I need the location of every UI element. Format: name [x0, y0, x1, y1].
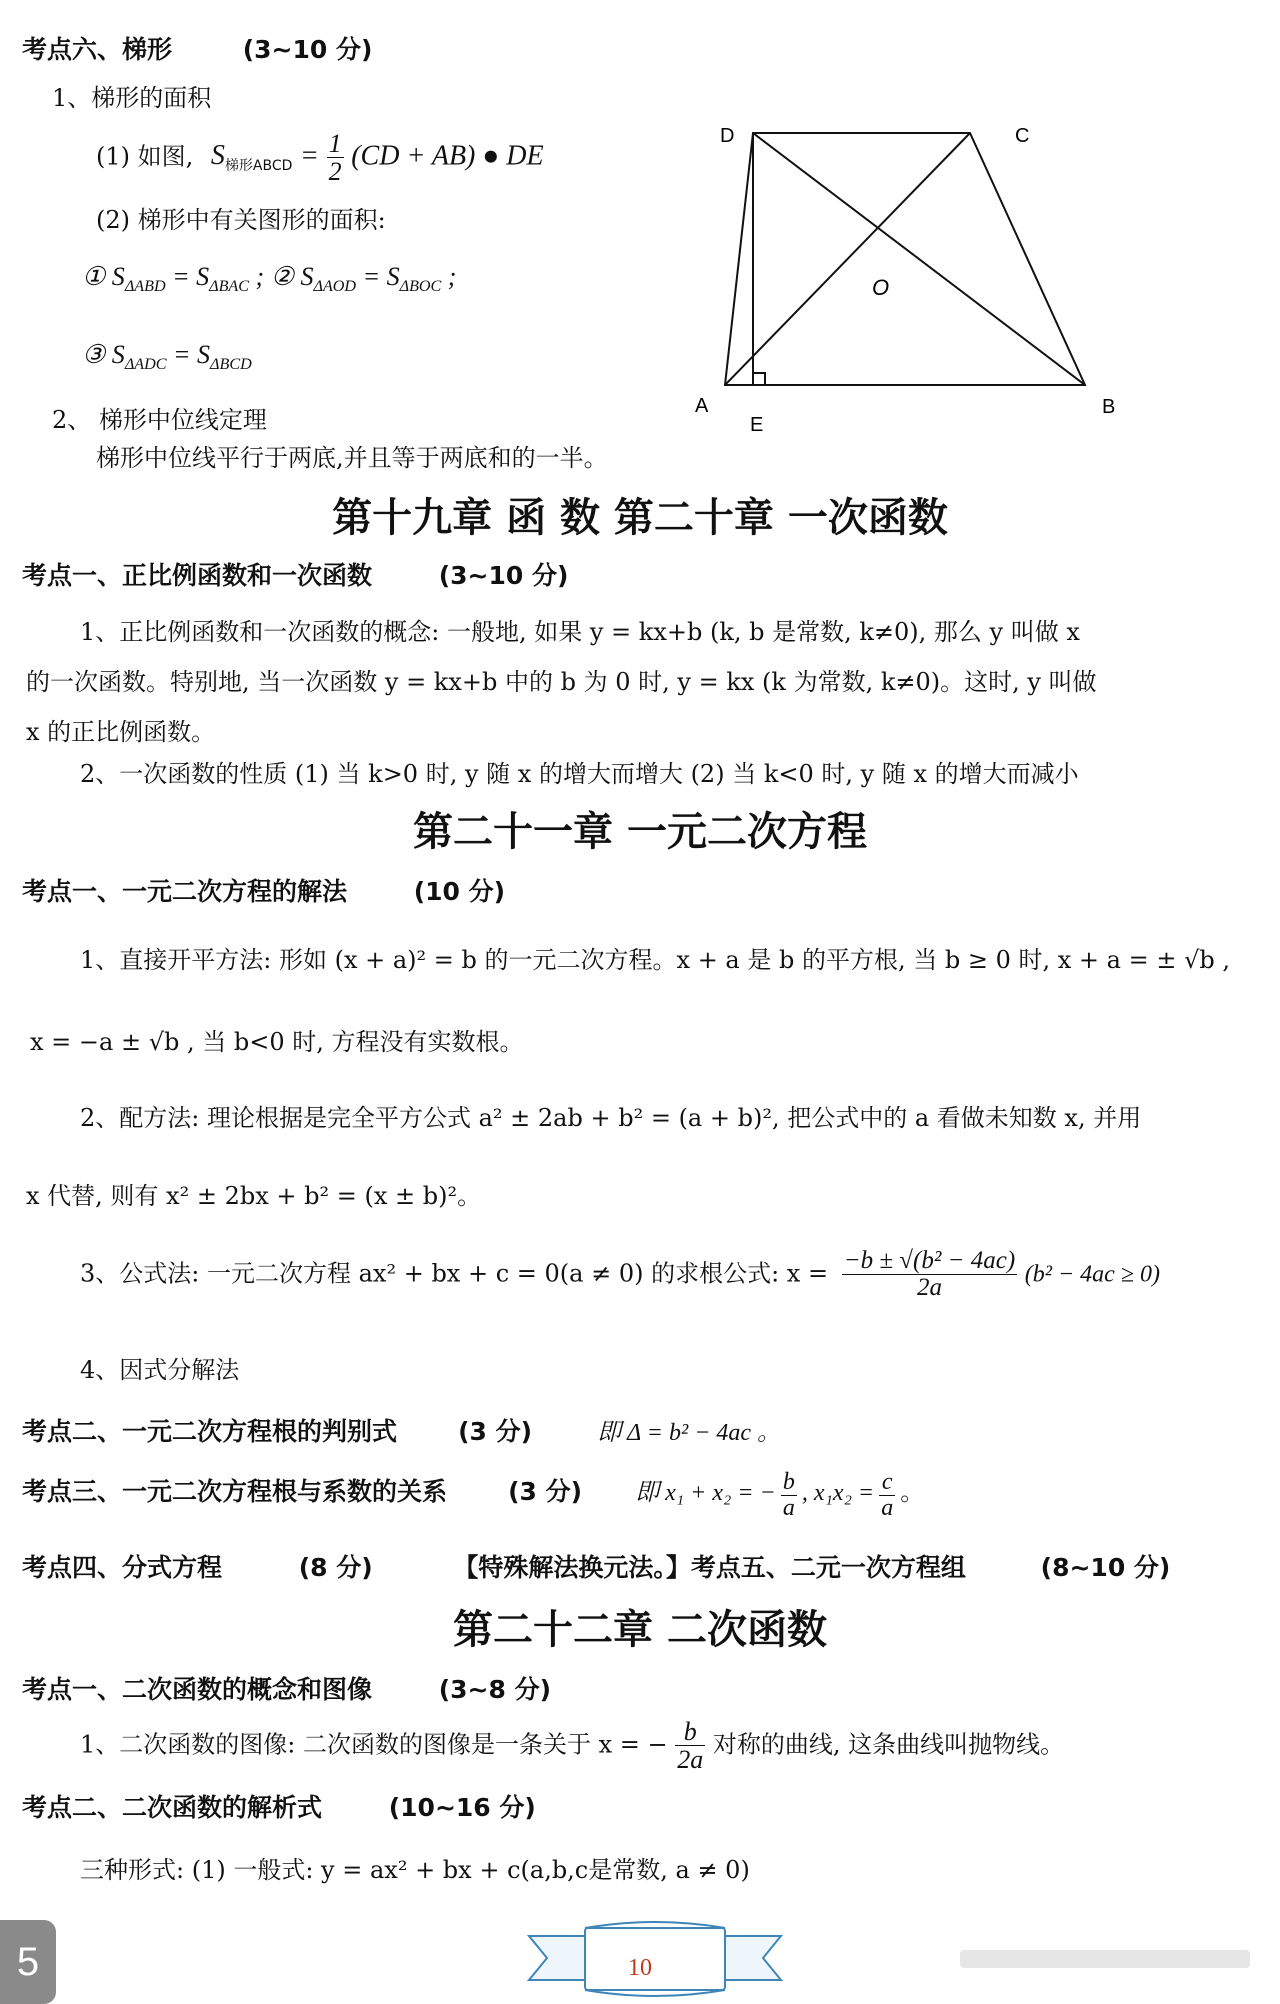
diagonal-ca	[725, 133, 970, 385]
formula-prefix: (1) 如图,	[96, 142, 194, 171]
quadratic-fraction	[842, 1248, 1017, 1302]
vieta-end: 。	[900, 1478, 925, 1507]
formula-eq: =	[300, 140, 319, 172]
trapezoid-diagram	[690, 115, 1130, 445]
area-equalities-2: ③ $S_{\Delta ADC} = S_{\Delta BCD}$	[82, 340, 252, 374]
median-text: 梯形中位线平行于两底,并且等于两底和的一半。	[96, 444, 608, 472]
section-heading-text: 考点二、一元二次方程根的判别式	[22, 1417, 398, 1446]
paragraph-line: 2、配方法: 理论根据是完全平方公式 a² ± 2ab + b² = (a + b)², 把公式中的 a 看做未知数 x, 并用	[80, 1104, 1142, 1132]
fraction-numerator: c	[879, 1470, 895, 1496]
section-row	[22, 1412, 781, 1448]
fraction-numerator: −b ± √(b² − 4ac)	[843, 1247, 1016, 1274]
paragraph-line: x 的正比例函数。	[26, 718, 216, 746]
chapter-title: 第十九章 函 数 第二十章 一次函数	[332, 494, 948, 541]
item-title: 1、梯形的面积	[52, 84, 212, 112]
symmetry-prefix: 1、二次函数的图像: 二次函数的图像是一条关于 x = −	[80, 1730, 668, 1759]
section-heading	[22, 30, 372, 66]
chapter-title: 第二十二章 二次函数	[453, 1606, 827, 1653]
section-heading-text: 考点三、一元二次方程根与系数的关系	[22, 1477, 448, 1507]
fraction-denominator: a	[881, 1495, 894, 1522]
section-heading-text: 考点四、分式方程	[22, 1553, 223, 1582]
section-heading	[22, 872, 505, 908]
label-a: A	[695, 395, 709, 417]
symmetry-suffix: 对称的曲线, 这条曲线叫抛物线。	[712, 1730, 1065, 1759]
section-heading	[22, 556, 568, 592]
paragraph-line: x = −a ± √b , 当 b<0 时, 方程没有实数根。	[30, 1028, 524, 1056]
vieta-prefix: 即 x₁ + x₂ = −	[635, 1480, 776, 1507]
side-page-badge: 5	[0, 1920, 56, 2004]
section-row	[22, 1548, 1170, 1584]
section-heading	[22, 1788, 536, 1824]
right-angle-mark	[753, 373, 765, 385]
formula-s-sub: 梯形ABCD	[224, 158, 293, 175]
section-score: (3 分)	[458, 1417, 533, 1446]
vieta-fraction-2	[879, 1470, 895, 1521]
diagonal-db	[753, 133, 1085, 385]
paragraph-line: x 代替, 则有 x² ± 2bx + b² = (x ± b)²。	[26, 1182, 482, 1210]
formula-rest: (CD + AB) ● DE	[351, 140, 544, 172]
label-d: D	[720, 125, 735, 147]
area-equalities-1: ① $S_{\Delta ABD} = S_{\Delta BAC}$ ; ② $S_{\Delta AOD} = S_{\Delta BOC}$ ;	[82, 262, 457, 296]
formula-s: S	[210, 140, 225, 172]
page-number: 10	[628, 1955, 652, 1981]
formula-fraction	[327, 130, 344, 186]
section-row	[22, 1470, 924, 1521]
discriminant-formula: 即 Δ = b² − 4ac 。	[597, 1420, 782, 1446]
chapter-title: 第二十一章 一元二次方程	[413, 808, 867, 855]
section-score: (8 分)	[298, 1553, 373, 1582]
section-heading-text: 考点一、一元二次方程的解法	[22, 877, 348, 906]
section-score: (10 分)	[413, 877, 506, 906]
footer-bar-shape	[960, 1950, 1250, 1968]
section-heading-text: 考点一、正比例函数和一次函数	[22, 561, 373, 590]
footer-decoration-bar	[960, 1948, 1250, 1970]
fraction-denominator: 2a	[916, 1274, 942, 1302]
section-note: 【特殊解法换元法。】	[453, 1553, 691, 1582]
quadratic-formula-line	[80, 1248, 1160, 1302]
label-c: C	[1015, 125, 1030, 147]
median-title: 2、 梯形中位线定理	[52, 406, 267, 434]
fraction-denominator: 2	[328, 157, 342, 187]
fraction-numerator: 1	[328, 129, 342, 158]
label-b: B	[1102, 396, 1116, 418]
section-score: (10~16 分)	[388, 1793, 536, 1822]
paragraph-line: 1、直接开平方法: 形如 (x + a)² = b 的一元二次方程。x + a 是 b 的平方根, 当 b ≥ 0 时, x + a = ± √b ,	[80, 946, 1230, 974]
paragraph-line: 1、正比例函数和一次函数的概念: 一般地, 如果 y = kx+b (k, b 是常数, k≠0), 那么 y 叫做 x	[80, 618, 1080, 646]
section-score: (3~10 分)	[438, 561, 569, 590]
paragraph-line: 2、一次函数的性质 (1) 当 k>0 时, y 随 x 的增大而增大 (2) 当 k<0 时, y 随 x 的增大而减小	[80, 760, 1079, 788]
fraction-numerator: b	[675, 1718, 705, 1746]
section-heading-text: 考点六、梯形	[22, 35, 173, 64]
fraction-numerator: b	[782, 1469, 795, 1495]
fraction-denominator: a	[782, 1495, 795, 1522]
section-score: (3~8 分)	[438, 1675, 552, 1704]
paragraph-line: 的一次函数。特别地, 当一次函数 y = kx+b 中的 b 为 0 时, y = kx (k 为常数, k≠0)。这时, y 叫做	[26, 668, 1097, 696]
section-heading	[22, 1670, 551, 1706]
section-heading-text: 考点一、二次函数的概念和图像	[22, 1675, 373, 1704]
fraction-denominator: 2a	[677, 1745, 704, 1775]
symmetry-line	[80, 1718, 1064, 1774]
formula-condition: (b² − 4ac ≥ 0)	[1024, 1261, 1160, 1288]
paragraph-line: 三种形式: (1) 一般式: y = ax² + bx + c(a,b,c是常数, a ≠ 0)	[80, 1856, 750, 1884]
section-score: (3 分)	[508, 1477, 583, 1507]
vieta-fraction-1	[781, 1470, 797, 1521]
section-score: (3~10 分)	[242, 35, 373, 64]
section-score: (8~10 分)	[1040, 1553, 1171, 1582]
section-heading-text: 考点五、二元一次方程组	[690, 1553, 966, 1582]
paragraph-line: 4、因式分解法	[80, 1356, 240, 1384]
label-o: O	[872, 275, 890, 300]
trapezoid-outline	[725, 133, 1085, 385]
item-title-2: (2) 梯形中有关图形的面积:	[96, 206, 386, 234]
area-formula	[96, 130, 544, 186]
section-heading-text: 考点二、二次函数的解析式	[22, 1793, 323, 1822]
ribbon-left-tail	[529, 1936, 587, 1980]
label-e: E	[750, 414, 764, 436]
symmetry-fraction	[675, 1718, 705, 1774]
ribbon-right-tail	[723, 1936, 781, 1980]
vieta-mid: , x₁x₂ =	[801, 1480, 875, 1507]
formula-prefix: 3、公式法: 一元二次方程 ax² + bx + c = 0(a ≠ 0) 的求根公式: x =	[80, 1259, 829, 1288]
